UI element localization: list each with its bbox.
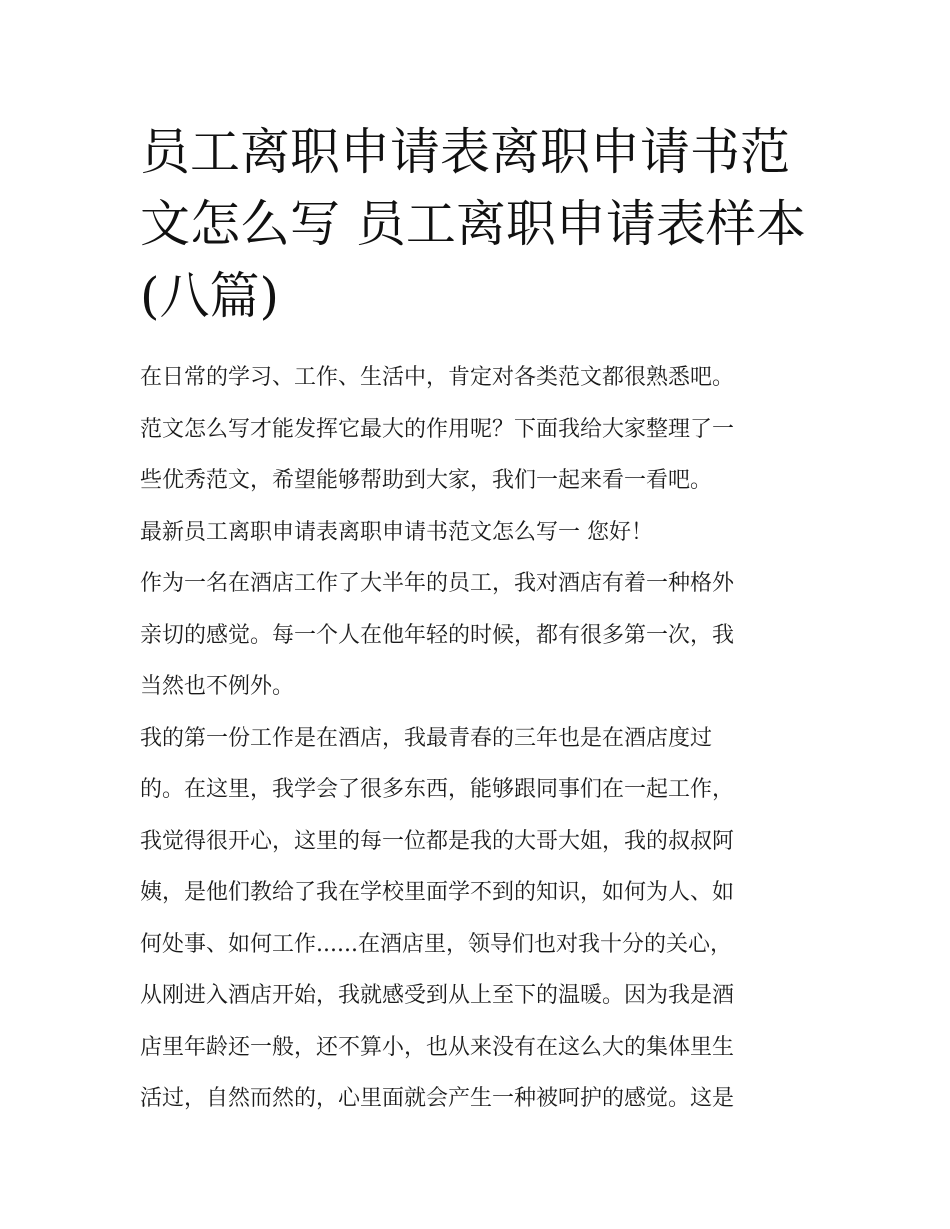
body-line: 在日常的学习、工作、生活中，肯定对各类范文都很熟悉吧。 (140, 365, 735, 390)
body-line: 我觉得很开心，这里的每一位都是我的大哥大姐，我的叔叔阿 (140, 828, 735, 854)
body-line: 姨，是他们教给了我在学校里面学不到的知识，如何为人、如 (140, 880, 735, 905)
body-line: 最新员工离职申请表离职申请书范文怎么写一 您好！ (140, 519, 653, 545)
body-line: 范文怎么写才能发挥它最大的作用呢？下面我给大家整理了一 (140, 416, 735, 442)
title-line: 员工离职申请表离职申请书范 (140, 123, 790, 181)
title-line: 文怎么写 员工离职申请表样本 (140, 195, 806, 253)
body-line: 的。在这里，我学会了很多东西，能够跟同事们在一起工作， (140, 777, 735, 802)
document-body (140, 352, 820, 1125)
body-line: 活过，自然而然的，心里面就会产生一种被呵护的感觉。这是 (140, 1086, 735, 1111)
body-line: 何处事、如何工作......在酒店里，领导们也对我十分的关心， (140, 931, 732, 957)
body-line: 作为一名在酒店工作了大半年的员工，我对酒店有着一种格外 (140, 571, 735, 596)
document-title (140, 116, 820, 332)
body-line: 店里年龄还一般，还不算小，也从来没有在这么大的集体里生 (140, 1034, 735, 1060)
body-line: 亲切的感觉。每一个人在他年轻的时候，都有很多第一次，我 (140, 622, 735, 648)
body-line: 当然也不例外。 (140, 674, 295, 699)
title-line: (八篇) (140, 267, 280, 325)
body-line: 我的第一份工作是在酒店，我最青春的三年也是在酒店度过 (140, 725, 713, 751)
body-line: 从刚进入酒店开始，我就感受到从上至下的温暖。因为我是酒 (140, 983, 735, 1008)
body-line: 些优秀范文，希望能够帮助到大家，我们一起来看一看吧。 (140, 468, 713, 493)
